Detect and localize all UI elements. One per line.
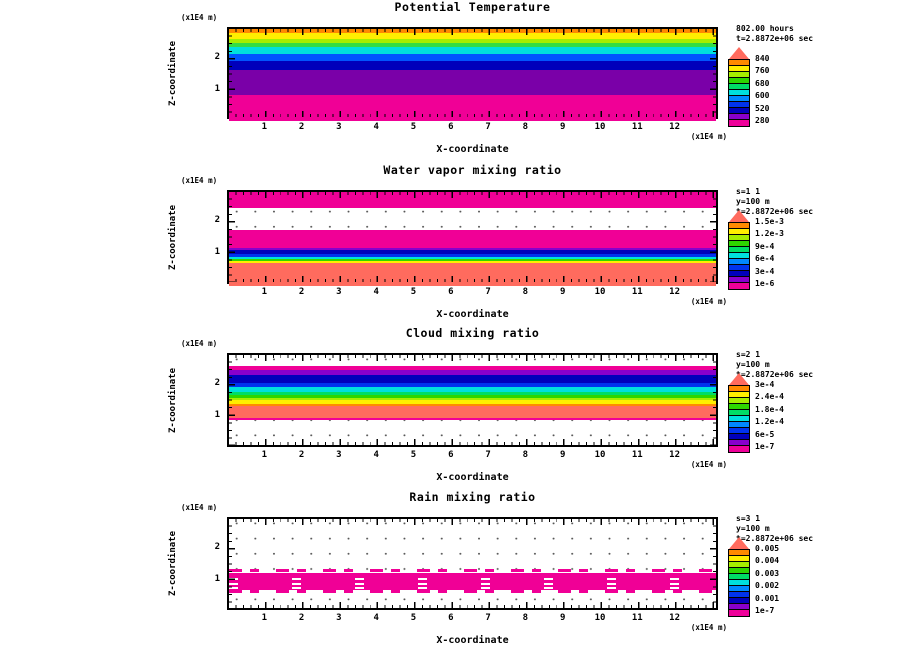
x-tick-label: 2: [298, 613, 305, 623]
x-tick-label: 11: [631, 613, 643, 623]
annotation-line: t=2.8872e+06 sec: [736, 34, 814, 43]
x-tick-label: 7: [485, 287, 491, 297]
rain-band-ragged-top: [229, 569, 716, 572]
contour-band: [229, 406, 716, 418]
x-tick-label: 11: [631, 450, 643, 460]
x-tick-label: 5: [410, 450, 417, 460]
z-axis-unit: (x1E4 m): [181, 503, 218, 512]
contour-band: [229, 54, 716, 61]
plot-area: [227, 517, 718, 610]
panel-potential-temperature: [0, 0, 904, 164]
x-tick-label: 3: [336, 613, 342, 623]
rain-band-white-streak: [229, 583, 716, 585]
plot-area: [227, 27, 718, 119]
x-tick-label: 11: [631, 287, 643, 297]
annotation-line: y=100 m: [736, 197, 770, 206]
colorbar-label: 0.005: [755, 544, 780, 553]
x-tick-label: 6: [448, 122, 454, 132]
contour-bands: [229, 29, 716, 117]
colorbar-label: 6e-4: [755, 254, 775, 264]
z-axis-unit: (x1E4 m): [181, 176, 218, 185]
x-tick-label: 12: [669, 450, 681, 460]
annotation-line: t=2.8872e+06 sec: [736, 370, 814, 379]
colorbar-label: 1.5e-3: [755, 217, 784, 226]
x-tick-label: 8: [522, 287, 529, 297]
contour-band: [229, 47, 716, 54]
z-tick-label: 2: [214, 52, 220, 62]
x-tick-label: 10: [594, 450, 606, 460]
colorbar-label: 1e-7: [755, 606, 775, 615]
colorbar-label: 600: [755, 91, 770, 101]
colorbar-label: 680: [755, 78, 770, 88]
x-tick-label: 10: [594, 287, 606, 297]
colorbar-overflow-arrow: [729, 373, 749, 385]
colorbar: [728, 210, 750, 290]
rain-band-white-streak: [229, 587, 716, 589]
x-tick-label: 3: [336, 287, 342, 297]
x-tick-label: 2: [298, 287, 305, 297]
rain-band-white-streak: [229, 578, 716, 580]
plot-area: [227, 190, 718, 284]
colorbar-label: 1e-7: [755, 442, 775, 451]
z-tick-label: 1: [214, 247, 220, 257]
colorbar: [728, 537, 750, 617]
colorbar-scale: [728, 385, 750, 453]
x-axis-unit: (x1E4 m): [690, 132, 727, 141]
panel-title: Potential Temperature: [394, 0, 551, 14]
colorbar-patch: [729, 120, 749, 126]
contour-band: [229, 192, 716, 208]
colorbar-label: 9e-4: [755, 241, 775, 251]
colorbar-label: 2.4e-4: [755, 392, 784, 402]
annotation-line: y=100 m: [736, 524, 770, 533]
contour-band: [229, 61, 716, 70]
colorbar-label: 760: [755, 66, 770, 76]
colorbar-scale: [728, 549, 750, 617]
colorbar-label: 280: [755, 116, 770, 125]
colorbar-label: 1e-6: [755, 279, 775, 288]
panel-title: Water vapor mixing ratio: [383, 163, 562, 177]
x-tick-label: 9: [559, 613, 566, 623]
x-tick-label: 5: [410, 122, 417, 132]
colorbar-label: 520: [755, 103, 770, 113]
panel-title: Rain mixing ratio: [409, 490, 536, 504]
contour-band: [229, 263, 716, 286]
annotation-line: t=2.8872e+06 sec: [736, 534, 814, 543]
z-axis-label: Z-coordinate: [168, 367, 178, 433]
time-annotation: [736, 24, 813, 44]
rain-band-ragged-bottom: [229, 590, 716, 593]
z-axis-label: Z-coordinate: [168, 204, 178, 270]
x-tick-label: 9: [559, 450, 566, 460]
colorbar-scale: [728, 59, 750, 127]
x-tick-label: 8: [522, 450, 529, 460]
x-tick-label: 11: [631, 122, 643, 132]
colorbar-scale: [728, 222, 750, 290]
colorbar-overflow-arrow: [729, 210, 749, 222]
x-tick-label: 9: [559, 287, 566, 297]
annotation-line: 802.00 hours: [736, 24, 794, 33]
z-axis-label: Z-coordinate: [168, 40, 178, 106]
colorbar-overflow-arrow: [729, 47, 749, 59]
x-axis-unit: (x1E4 m): [690, 623, 727, 632]
x-axis-label: X-coordinate: [436, 309, 509, 320]
x-tick-label: 6: [448, 613, 454, 623]
x-tick-label: 10: [594, 613, 606, 623]
z-tick-label: 2: [214, 542, 220, 552]
colorbar-label: 0.003: [755, 568, 780, 578]
panel-rain-mixing-ratio: [0, 490, 904, 654]
z-tick-label: 1: [214, 84, 220, 94]
colorbar-label: 6e-5: [755, 429, 775, 439]
colorbar-label: 3e-4: [755, 380, 775, 389]
x-tick-label: 3: [336, 450, 342, 460]
x-axis-unit: (x1E4 m): [690, 297, 727, 306]
annotation-line: s=1 1: [736, 187, 761, 196]
panel-title: Cloud mixing ratio: [405, 326, 540, 340]
plot-area: [227, 353, 718, 447]
x-tick-label: 4: [373, 613, 379, 623]
x-tick-label: 8: [522, 122, 529, 132]
colorbar-label: 1.2e-4: [755, 417, 784, 427]
x-tick-label: 9: [559, 122, 566, 132]
panel-water-vapor-mixing-ratio: [0, 163, 904, 327]
x-tick-label: 1: [261, 450, 267, 460]
z-tick-label: 2: [214, 378, 220, 388]
contour-bands: [229, 192, 716, 282]
x-tick-label: 1: [261, 613, 267, 623]
colorbar-label: 840: [755, 54, 770, 63]
colorbar-label: 1.2e-3: [755, 229, 784, 239]
colorbar-label: 0.002: [755, 581, 780, 591]
contour-band: [229, 95, 716, 121]
contour-bands: [229, 355, 716, 445]
annotation-line: y=100 m: [736, 360, 770, 369]
x-tick-label: 7: [485, 122, 491, 132]
x-tick-label: 10: [594, 122, 606, 132]
x-axis-label: X-coordinate: [436, 472, 509, 483]
annotation-line: s=3 1: [736, 514, 761, 523]
x-tick-label: 12: [669, 287, 681, 297]
x-tick-label: 5: [410, 613, 417, 623]
x-tick-label: 12: [669, 122, 681, 132]
x-axis-label: X-coordinate: [436, 144, 509, 155]
panel-cloud-mixing-ratio: [0, 326, 904, 490]
colorbar-label: 0.001: [755, 593, 780, 603]
contour-bands: [229, 519, 716, 608]
x-tick-label: 1: [261, 122, 267, 132]
colorbar-label: 3e-4: [755, 266, 775, 276]
z-axis-unit: (x1E4 m): [181, 339, 218, 348]
annotation-line: t=2.8872e+06 sec: [736, 207, 814, 216]
x-tick-label: 4: [373, 287, 379, 297]
x-tick-label: 7: [485, 450, 491, 460]
contour-band: [229, 375, 716, 383]
z-tick-label: 2: [214, 215, 220, 225]
x-tick-label: 4: [373, 122, 379, 132]
x-tick-label: 12: [669, 613, 681, 623]
x-tick-label: 3: [336, 122, 342, 132]
colorbar-patch: [729, 446, 749, 452]
z-axis-unit: (x1E4 m): [181, 13, 218, 22]
colorbar-patch: [729, 610, 749, 616]
z-tick-label: 1: [214, 574, 220, 584]
annotation-line: s=2 1: [736, 350, 761, 359]
colorbar-patch: [729, 283, 749, 289]
colorbar: [728, 373, 750, 453]
colorbar: [728, 47, 750, 127]
x-tick-label: 5: [410, 287, 417, 297]
contour-band: [229, 70, 716, 95]
colorbar-label: 0.004: [755, 556, 780, 566]
x-tick-label: 2: [298, 450, 305, 460]
x-tick-label: 8: [522, 613, 529, 623]
x-axis-label: X-coordinate: [436, 635, 509, 646]
z-axis-label: Z-coordinate: [168, 530, 178, 597]
x-tick-label: 4: [373, 450, 379, 460]
x-tick-label: 1: [261, 287, 267, 297]
colorbar-label: 1.8e-4: [755, 404, 784, 414]
x-tick-label: 6: [448, 287, 454, 297]
x-tick-label: 7: [485, 613, 491, 623]
x-tick-label: 2: [298, 122, 305, 132]
x-tick-label: 6: [448, 450, 454, 460]
contour-band: [229, 230, 716, 248]
x-axis-unit: (x1E4 m): [690, 460, 727, 469]
contour-band: [229, 418, 716, 420]
colorbar-overflow-arrow: [729, 537, 749, 549]
z-tick-label: 1: [214, 410, 220, 420]
